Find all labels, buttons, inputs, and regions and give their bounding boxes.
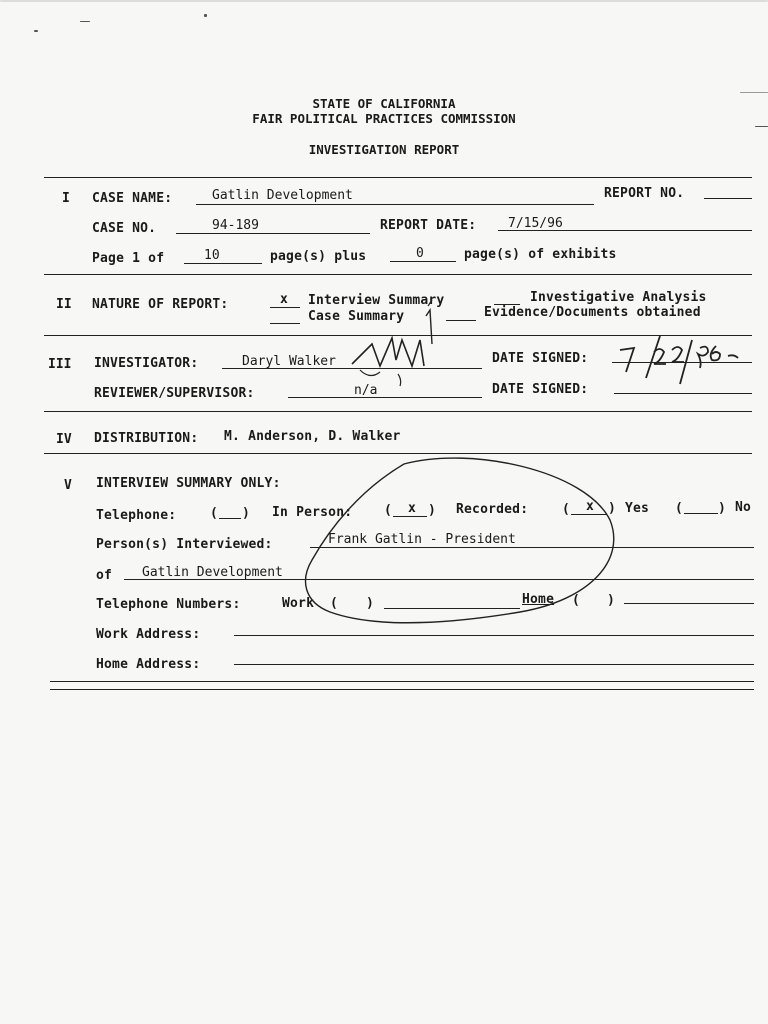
recorded-close-paren: ) — [608, 501, 617, 516]
of-value: Gatlin Development — [142, 565, 283, 580]
date-signed-handwriting — [620, 336, 738, 384]
case-name-label: CASE NAME: — [92, 191, 173, 206]
date-signed-label-2: DATE SIGNED: — [492, 382, 589, 397]
work-open-paren: ( — [330, 596, 339, 611]
page-total-value: 10 — [204, 248, 220, 263]
case-summary-option: Case Summary — [308, 309, 405, 324]
investigator-value: Daryl Walker — [242, 354, 336, 369]
pages-plus-label: page(s) plus — [270, 249, 367, 264]
scan-speck — [34, 30, 38, 32]
recorded-mark: x — [586, 499, 594, 514]
work-label: Work — [282, 596, 315, 611]
recorded-open-paren: ( — [562, 502, 571, 517]
no-open-paren: ( — [675, 501, 684, 516]
in-person-open-paren: ( — [384, 503, 393, 518]
persons-value: Frank Gatlin - President — [328, 532, 516, 547]
report-date-value: 7/15/96 — [508, 216, 563, 231]
work-close-paren: ) — [366, 596, 375, 611]
date-signed-label: DATE SIGNED: — [492, 351, 589, 366]
section-5-num: V — [64, 478, 72, 493]
scan-edge — [0, 0, 768, 2]
in-person-label: In Person: — [272, 505, 353, 520]
interview-summary-only-label: INTERVIEW SUMMARY ONLY: — [96, 476, 281, 491]
scan-speck — [80, 21, 90, 22]
nature-label: NATURE OF REPORT: — [92, 297, 229, 312]
header-state: STATE OF CALIFORNIA — [312, 96, 456, 111]
case-name-value: Gatlin Development — [212, 188, 353, 203]
home-open-paren: ( — [572, 593, 581, 608]
distribution-label: DISTRIBUTION: — [94, 431, 199, 446]
interview-summary-option: Interview Summary — [308, 293, 445, 308]
reviewer-value: n/a — [354, 383, 378, 398]
home-address-label: Home Address: — [96, 657, 201, 672]
report-no-label: REPORT NO. — [604, 186, 685, 201]
recorded-label: Recorded: — [456, 502, 529, 517]
section-1-num: I — [62, 191, 70, 206]
header-commission: FAIR POLITICAL PRACTICES COMMISSION — [252, 111, 516, 126]
scan-speck — [204, 14, 207, 17]
report-date-label: REPORT DATE: — [380, 218, 477, 233]
case-no-label: CASE NO. — [92, 221, 157, 236]
exhibits-label: page(s) of exhibits — [464, 247, 617, 262]
page-label: Page 1 of — [92, 251, 165, 266]
investigator-label: INVESTIGATOR: — [94, 356, 199, 371]
in-person-mark: x — [408, 501, 416, 516]
interview-mark: x — [280, 292, 288, 307]
of-label: of — [96, 568, 113, 583]
in-person-close-paren: ) — [428, 503, 437, 518]
home-close-paren: ) — [607, 593, 616, 608]
distribution-value: M. Anderson, D. Walker — [224, 429, 401, 444]
telephone-open-paren: ( — [210, 506, 219, 521]
scan-speck — [740, 92, 768, 93]
initials-mark — [352, 338, 424, 366]
reviewer-label: REVIEWER/SUPERVISOR: — [94, 386, 255, 401]
telephone-close-paren: ) — [242, 506, 251, 521]
evidence-option: Evidence/Documents obtained — [484, 305, 701, 320]
telephone-numbers-label: Telephone Numbers: — [96, 597, 241, 612]
no-label: No — [735, 500, 752, 515]
scan-speck — [755, 126, 768, 127]
circle-annotation — [306, 458, 617, 623]
yes-label: Yes — [625, 501, 650, 516]
persons-interviewed-label: Person(s) Interviewed: — [96, 537, 273, 552]
investigative-analysis-option: Investigative Analysis — [530, 290, 707, 305]
exhibits-value: 0 — [416, 246, 424, 261]
header-title: INVESTIGATION REPORT — [308, 142, 460, 157]
home-label: Home — [522, 592, 555, 607]
no-close-paren: ) — [718, 501, 727, 516]
section-4-num: IV — [56, 432, 72, 447]
telephone-label: Telephone: — [96, 508, 177, 523]
section-3-num: III — [48, 357, 72, 372]
work-address-label: Work Address: — [96, 627, 201, 642]
case-no-value: 94-189 — [212, 218, 259, 233]
section-2-num: II — [56, 297, 72, 312]
